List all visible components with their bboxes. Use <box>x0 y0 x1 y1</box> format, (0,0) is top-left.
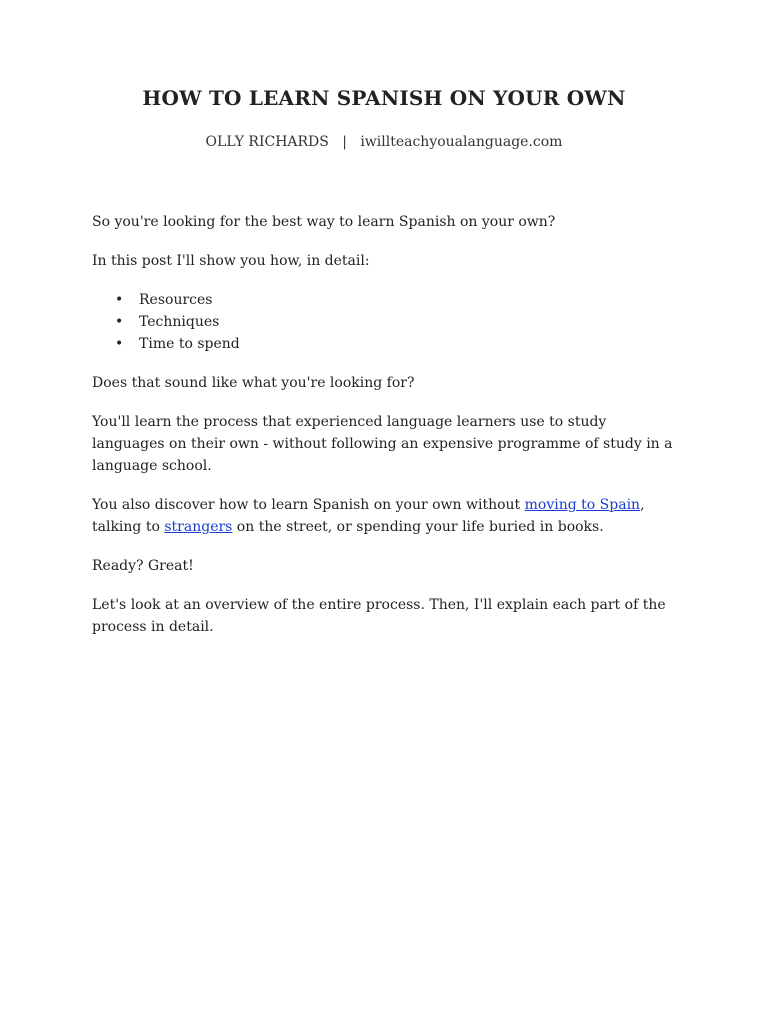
text-span: , talking to <box>92 497 645 535</box>
bullet-icon: • <box>115 314 124 330</box>
text-span: You also discover how to learn Spanish on your own without <box>92 497 525 513</box>
moving-to-spain-link[interactable]: moving to Spain <box>524 497 641 513</box>
bullet-icon: • <box>115 336 124 352</box>
list-item <box>115 289 682 311</box>
list-item-label: Techniques <box>139 314 220 330</box>
page-title: HOW TO LEARN SPANISH ON YOUR OWN <box>142 86 626 110</box>
paragraph-intro: So you're looking for the best way to learn Spanish on your own? <box>92 214 556 230</box>
paragraph-discover <box>92 494 682 538</box>
byline <box>0 134 768 150</box>
list-item <box>115 311 682 333</box>
paragraph-overview: Let's look at an overview of the entire process. Then, I'll explain each part of the process in detail. <box>92 597 666 635</box>
list-item <box>115 333 682 355</box>
byline-separator: | <box>342 134 347 150</box>
article-body <box>92 211 682 655</box>
paragraph-process: You'll learn the process that experienced language learners use to study languages on their own - without following an expensive programme of study in a language school. <box>92 414 673 474</box>
paragraph-detail: In this post I'll show you how, in detail: <box>92 253 370 269</box>
author-name: OLLY RICHARDS <box>205 134 329 150</box>
site-name: iwillteachyoualanguage.com <box>360 134 563 150</box>
bullet-icon: • <box>115 292 124 308</box>
paragraph-question: Does that sound like what you're looking for? <box>92 375 415 391</box>
list-item-label: Resources <box>139 292 213 308</box>
text-span: on the street, or spending your life buried in books. <box>232 519 604 535</box>
strangers-link[interactable]: strangers <box>164 519 233 535</box>
paragraph-ready: Ready? Great! <box>92 558 194 574</box>
list-item-label: Time to spend <box>139 336 240 352</box>
bullet-list <box>92 289 682 355</box>
